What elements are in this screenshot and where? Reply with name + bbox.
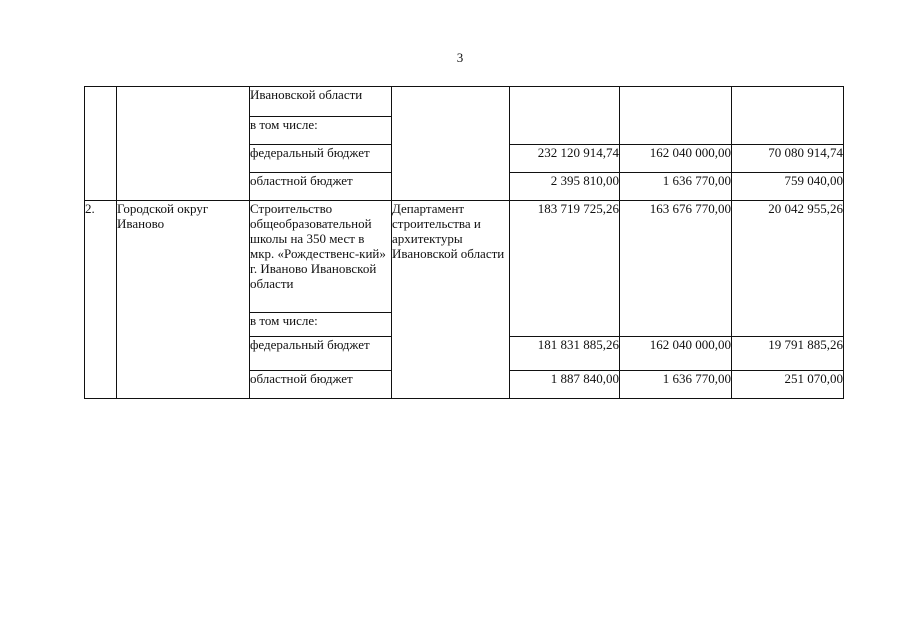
row1-regional-col3: 759 040,00 <box>732 173 844 201</box>
row1-number-cell <box>85 87 117 201</box>
row1-col3-cell <box>732 87 844 145</box>
row1-object-text: Ивановской области <box>250 87 363 102</box>
row1-object-cell <box>250 87 392 117</box>
row1-federal-total: 232 120 914,74 <box>510 145 620 173</box>
row2-total: 183 719 725,26 <box>510 201 620 337</box>
row2-federal-col2: 162 040 000,00 <box>620 337 732 371</box>
row1-department-cell <box>392 87 510 201</box>
budget-table <box>84 86 844 399</box>
row2-col2: 163 676 770,00 <box>620 201 732 337</box>
row2-regional-total: 1 887 840,00 <box>510 371 620 399</box>
row1-col2-cell <box>620 87 732 145</box>
row2-regional-label: областной бюджет <box>250 371 353 386</box>
row1-total-cell <box>510 87 620 145</box>
row2-regional-col3: 251 070,00 <box>732 371 844 399</box>
row2-federal-col3: 19 791 885,26 <box>732 337 844 371</box>
row1-regional-total: 2 395 810,00 <box>510 173 620 201</box>
row2-federal-label: федеральный бюджет <box>250 337 370 352</box>
row2-col3: 20 042 955,26 <box>732 201 844 337</box>
row1-including-cell <box>250 117 392 145</box>
page-number: 3 <box>456 50 464 65</box>
table-row <box>85 87 844 117</box>
row1-federal-col3: 70 080 914,74 <box>732 145 844 173</box>
table-row <box>85 201 844 313</box>
row1-regional-col2: 1 636 770,00 <box>620 173 732 201</box>
row2-federal-total: 181 831 885,26 <box>510 337 620 371</box>
row1-including-label: в том числе: <box>250 117 318 132</box>
row2-municipality: Городской округ Иваново <box>117 201 250 399</box>
row1-municipality-cell <box>117 87 250 201</box>
row2-object: Строительство общеобразовательной школы на 350 мест в мкр. «Рождественс-кий» г. Иваново Ивановской области <box>250 201 392 313</box>
row1-federal-label: федеральный бюджет <box>250 145 370 160</box>
row1-federal-col2: 162 040 000,00 <box>620 145 732 173</box>
row2-including-cell <box>250 313 392 337</box>
row2-federal-label-cell <box>250 337 392 371</box>
row2-regional-label-cell <box>250 371 392 399</box>
row1-regional-label-cell <box>250 173 392 201</box>
row2-regional-col2: 1 636 770,00 <box>620 371 732 399</box>
row1-regional-label: областной бюджет <box>250 173 353 188</box>
row2-number: 2. <box>85 201 117 399</box>
row1-federal-label-cell <box>250 145 392 173</box>
row2-department: Департамент строительства и архитектуры Ивановской области <box>392 201 510 399</box>
row2-including-label: в том числе: <box>250 313 318 328</box>
